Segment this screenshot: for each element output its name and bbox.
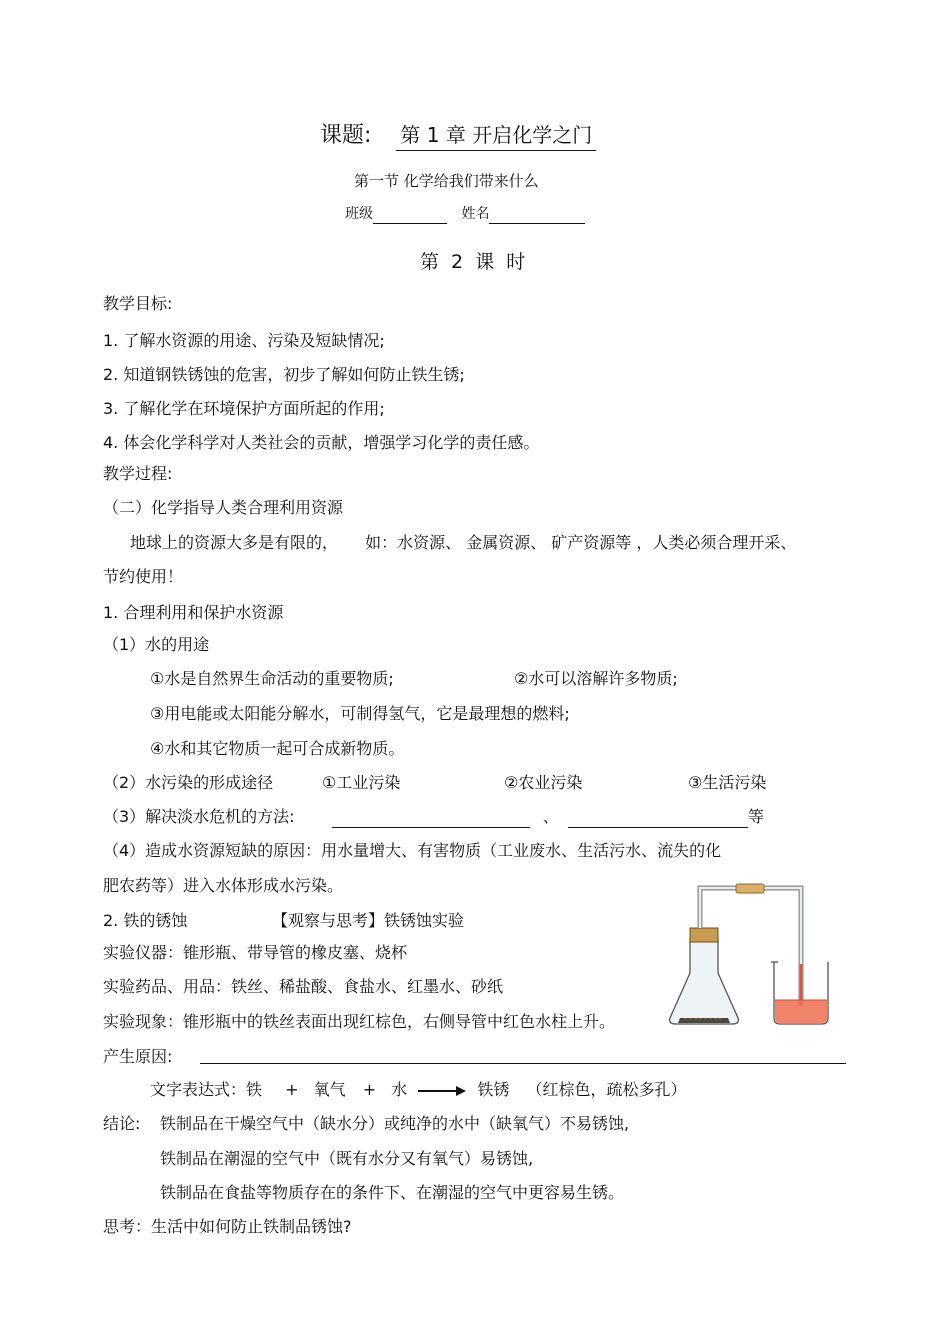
intro-text-b: 如：水资源、 金属资源、 矿产资源等 ，人类必须合理开采、: [365, 533, 797, 552]
reason-blank: [200, 1063, 846, 1064]
water-use-item: ③用电能或太阳能分解水，可制得氢气，它是最理想的燃料;: [150, 704, 570, 723]
rust-heading: 2. 铁的锈蚀: [103, 911, 188, 930]
conclusion-line: 铁制品在食盐等物质存在的条件下、在潮湿的空气中更容易生锈。: [160, 1183, 625, 1202]
method-end: 等: [747, 807, 764, 826]
method-label: （3）解决淡水危机的方法:: [103, 807, 295, 826]
equation-product: 铁锈: [477, 1080, 510, 1099]
shortage-cause-line: （4）造成水资源短缺的原因：用水量增大、有害物质（工业废水、生活污水、流失的化: [103, 841, 722, 860]
goals-heading: 教学目标:: [103, 294, 173, 313]
reason-label: 产生原因:: [103, 1047, 173, 1066]
equation-water: 水: [391, 1080, 408, 1099]
water-use-item: ①水是自然界生命活动的重要物质;: [150, 669, 394, 688]
instruments-line: 实验仪器：锥形瓶、带导管的橡皮塞、烧杯: [103, 943, 408, 962]
pollution-heading: （2）水污染的形成途径: [103, 773, 274, 792]
rust-experiment-illustration: [662, 878, 852, 1030]
class-name-line: [345, 204, 585, 224]
title-line: [320, 120, 596, 151]
conclusion-line: 铁制品在潮湿的空气中（既有水分又有氧气）易锈蚀,: [160, 1149, 534, 1168]
pollution-item: ②农业污染: [504, 773, 583, 792]
reason-line: [103, 1046, 172, 1068]
equation-label: 文字表达式：铁: [150, 1080, 263, 1099]
pollution-item: ③生活污染: [688, 773, 767, 792]
name-label: 姓名: [461, 206, 490, 222]
phenomenon-line: 实验现象：锥形瓶中的铁丝表面出现红棕色，右侧导管中红色水柱上升。: [103, 1012, 616, 1031]
section-title: 第一节 化学给我们带来什么: [354, 172, 539, 190]
goal-item: 4. 体会化学科学对人类社会的贡献，增强学习化学的责任感。: [103, 433, 540, 452]
lesson-number: 第 2 课 时: [420, 251, 529, 273]
water-use-item: ④水和其它物质一起可合成新物质。: [150, 739, 405, 758]
intro-line-end: 节约使用！: [103, 567, 184, 586]
goal-item: 1. 了解水资源的用途、污染及短缺情况;: [103, 331, 385, 350]
water-heading: 1. 合理利用和保护水资源: [103, 603, 284, 622]
conclusion-label: 结论:: [103, 1114, 141, 1133]
reaction-arrow-icon: [416, 1084, 468, 1098]
title-label: 课题:: [320, 123, 372, 148]
method-blank-2: [568, 809, 748, 828]
part-two-heading: （二）化学指导人类合理利用资源: [103, 498, 344, 517]
equation-plus: +: [285, 1080, 299, 1099]
method-line: [103, 806, 764, 828]
shortage-cause-line: 肥农药等）进入水体形成水污染。: [103, 876, 344, 895]
word-equation: [150, 1079, 687, 1101]
think-question: 思考：生活中如何防止铁制品锈蚀?: [103, 1217, 352, 1236]
goal-item: 3. 了解化学在环境保护方面所起的作用;: [103, 399, 385, 418]
rust-observe-heading: 【观察与思考】铁锈蚀实验: [272, 911, 465, 930]
materials-line: 实验药品、用品：铁丝、稀盐酸、食盐水、红墨水、砂纸: [103, 977, 504, 996]
name-blank: [489, 205, 585, 224]
method-separator: 、: [542, 807, 559, 826]
chapter-title: 第 1 章 开启化学之门: [396, 120, 596, 151]
water-use-item: ②水可以溶解许多物质;: [514, 669, 678, 688]
intro-text-a: 地球上的资源大多是有限的，: [130, 533, 339, 552]
process-heading: 教学过程:: [103, 464, 173, 483]
equation-plus: +: [362, 1080, 377, 1099]
equation-oxygen: 氧气: [313, 1080, 346, 1099]
equation-note: （红棕色，疏松多孔）: [526, 1080, 687, 1099]
method-blank-1: [332, 809, 530, 828]
class-label: 班级: [345, 206, 373, 222]
water-use-heading: （1）水的用途: [103, 635, 210, 654]
intro-line: [130, 532, 796, 554]
conclusion-line: 铁制品在干燥空气中（缺水分）或纯净的水中（缺氧气）不易锈蚀,: [160, 1114, 630, 1133]
goal-item: 2. 知道钢铁锈蚀的危害，初步了解如何防止铁生锈;: [103, 365, 465, 384]
class-blank: [373, 205, 447, 224]
pollution-item: ①工业污染: [322, 773, 401, 792]
